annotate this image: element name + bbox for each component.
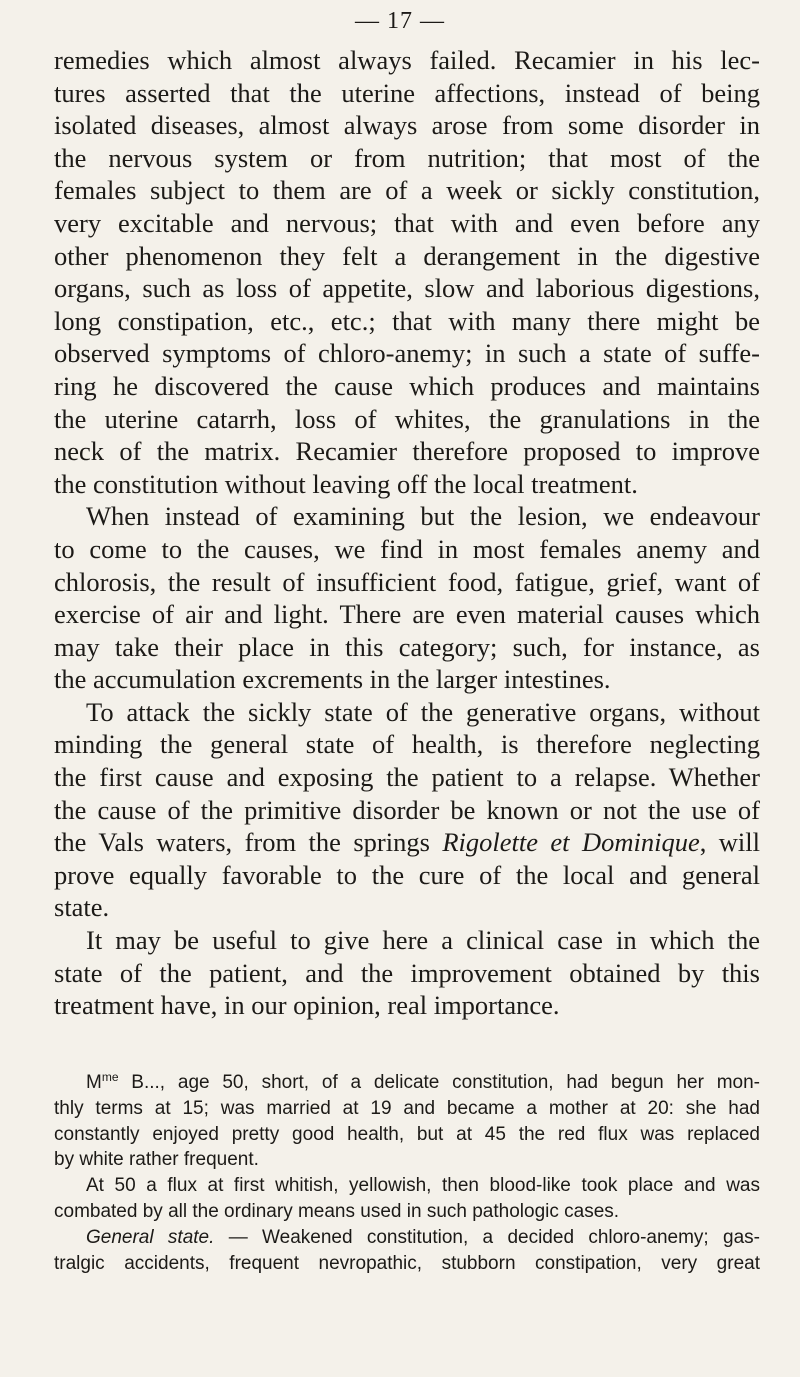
case-line: thly terms at 15; was married at 19 and became a mother at 20: she had [54, 1097, 760, 1119]
case-line-general [54, 1225, 760, 1251]
text-line: neck of the matrix. Recamier therefore proposed to improve [54, 436, 760, 467]
case-title-sup: me [101, 1070, 119, 1084]
text-line-springs [54, 826, 760, 859]
page-number: — 17 — [355, 8, 445, 34]
case-line: tralgic accidents, frequent nevropathic, stubborn constipation, very great [54, 1252, 760, 1274]
text-fragment: , will [699, 827, 760, 858]
text-line: very excitable and nervous; that with and even before any [54, 207, 760, 238]
text-line: the uterine catarrh, loss of whites, the granulations in the [54, 403, 760, 434]
text-line: other phenomenon they felt a derangement in the digestive [54, 240, 760, 271]
text-line: It may be useful to give here a clinical case in which the [86, 925, 760, 956]
text-fragment: the Vals waters, from the springs [54, 827, 443, 858]
clinical-case [54, 1065, 760, 1276]
text-line: exercise of air and light. There are even material causes which [54, 599, 760, 630]
text-line: When instead of examining but the lesion, we endeavour [86, 501, 760, 532]
text-line: isolated diseases, almost always arose from some disorder in [54, 110, 760, 141]
text-fragment: — Weakened constitution, a decided chloro-anemy; gas- [214, 1226, 760, 1248]
text-line: the accumulation excrements in the larger intestines. [54, 664, 611, 695]
text-line: chlorosis, the result of insufficient food, fatigue, grief, want of [54, 566, 760, 597]
text-line: treatment have, in our opinion, real importance. [54, 990, 560, 1021]
text-fragment: B..., age 50, short, of a delicate constitution, had begun her mon- [118, 1072, 760, 1093]
text-line: the first cause and exposing the patient to a relapse. Whether [54, 762, 760, 793]
case-line: by white rather frequent. [54, 1149, 259, 1171]
text-line: the nervous system or from nutrition; that most of the [54, 142, 760, 173]
main-text [54, 44, 760, 1022]
general-state-label: General state. [86, 1226, 215, 1248]
text-line: tures asserted that the uterine affections, instead of being [54, 77, 760, 108]
case-line: combated by all the ordinary means used in such pathologic cases. [54, 1200, 620, 1222]
text-line: observed symptoms of chloro-anemy; in such a state of suffe- [54, 338, 760, 369]
springs-name: Rigolette et Dominique [442, 827, 700, 858]
text-line: minding the general state of health, is therefore neglecting [54, 729, 760, 760]
text-line: state. [54, 892, 110, 923]
text-line: long constipation, etc., etc.; that with many there might be [54, 305, 760, 336]
text-line: the constitution without leaving off the local treatment. [54, 468, 638, 499]
text-line: prove equally favorable to the cure of the local and general [54, 859, 760, 890]
text-line: the cause of the primitive disorder be known or not the use of [54, 794, 760, 825]
text-line: ring he discovered the cause which produces and maintains [54, 370, 760, 401]
text-line: state of the patient, and the improvement obtained by this [54, 957, 760, 988]
case-line: At 50 a flux at first whitish, yellowish, then blood-like took place and was [86, 1175, 760, 1197]
text-line: To attack the sickly state of the generative organs, without [86, 696, 760, 727]
text-line: to come to the causes, we find in most females anemy and [54, 533, 760, 564]
case-line: constantly enjoyed pretty good health, but at 45 the red flux was replaced [54, 1123, 760, 1145]
case-title: M [86, 1072, 102, 1093]
text-line: females subject to them are of a week or sickly constitution, [54, 175, 760, 206]
text-line: may take their place in this category; such, for instance, as [54, 631, 760, 662]
case-line-first [54, 1065, 760, 1096]
text-line: remedies which almost always failed. Recamier in his lec- [54, 45, 760, 75]
text-line: organs, such as loss of appetite, slow and laborious digestions, [54, 273, 760, 304]
